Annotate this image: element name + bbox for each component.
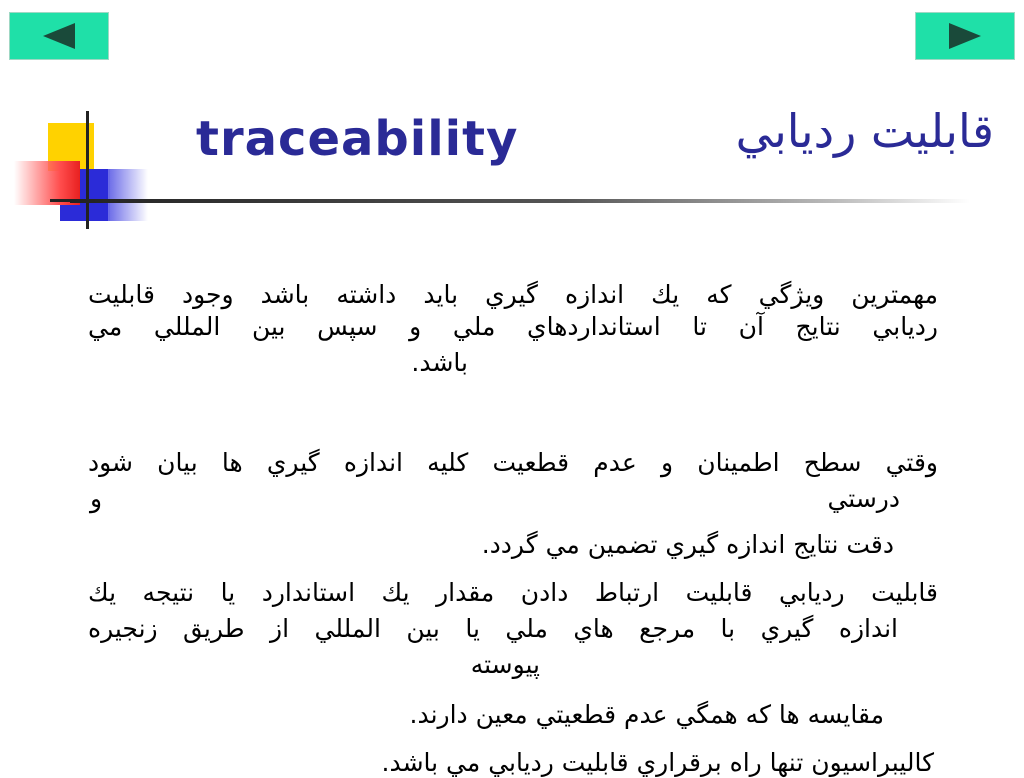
p3-line-1: قابليت رديابي قابليت ارتباط دادن مقدار يك استاندارد يا نتيجه يك — [88, 578, 938, 607]
p1-line-1: مهمترين ويژگي كه يك اندازه گيري بايد داشته باشد وجود قابليت — [88, 280, 938, 309]
p2-line-2-and: و — [90, 484, 103, 513]
title-divider — [70, 199, 970, 203]
title-english: traceability — [196, 111, 519, 167]
previous-slide-button[interactable] — [9, 12, 109, 60]
title-persian: قابليت رديابي — [735, 104, 994, 158]
p3-line-4: مقايسه ها كه همگي عدم قطعيتي معين دارند. — [409, 700, 884, 729]
triangle-left-icon — [39, 21, 79, 51]
triangle-right-icon — [945, 21, 985, 51]
p2-line-1: وقتي سطح اطمينان و عدم قطعيت كليه اندازه گيري ها بيان شود — [88, 448, 938, 477]
p3-line-3: پيوسته — [470, 650, 540, 679]
p3-line-2: اندازه گيري با مرجع هاي ملي يا بين المللي از طريق زنجيره — [88, 614, 898, 643]
next-slide-button[interactable] — [915, 12, 1015, 60]
p2-line-3: دقت نتايج اندازه گيري تضمين مي گردد. — [481, 530, 894, 559]
p2-line-2-word: درستي — [827, 484, 900, 513]
p1-line-3: باشد. — [411, 348, 468, 377]
decorative-blocks-logo — [10, 105, 150, 235]
p3-line-5: كاليبراسيون تنها راه برقراري قابليت رديابي مي باشد. — [381, 748, 934, 777]
p1-line-2: رديابي نتايج آن تا استانداردهاي ملي و سپس بين المللي مي — [88, 312, 938, 341]
